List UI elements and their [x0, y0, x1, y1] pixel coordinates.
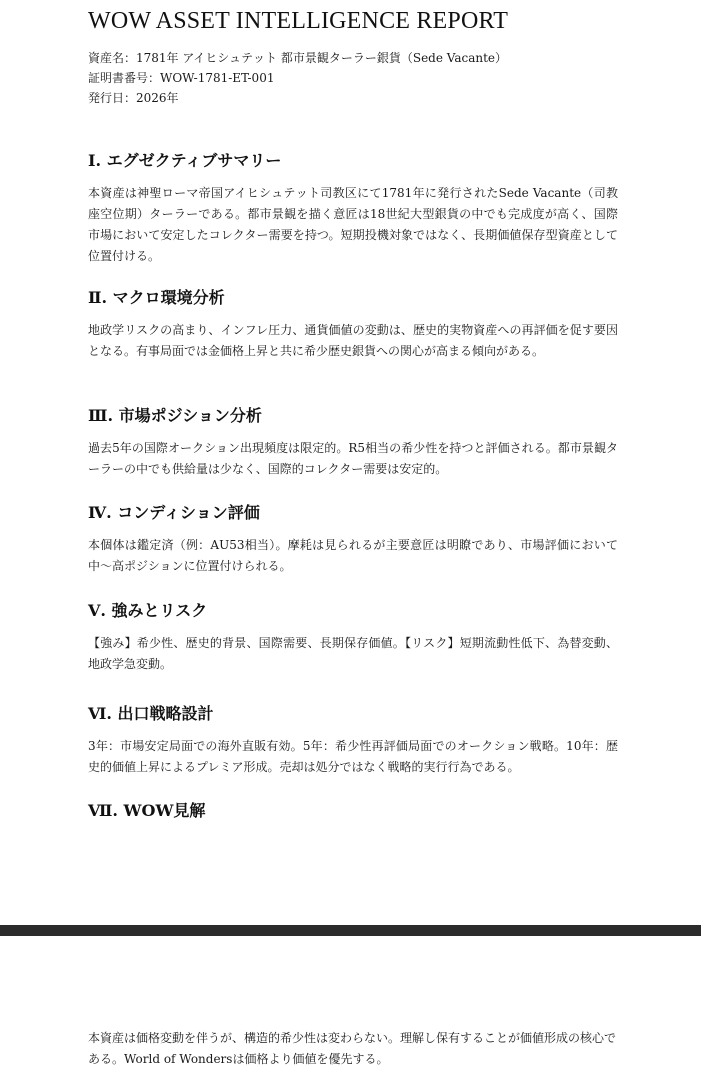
section-heading: Ⅳ. コンディション評価 — [88, 503, 260, 522]
section-heading: Ⅴ. 強みとリスク — [88, 601, 208, 620]
page-break-divider — [0, 925, 701, 936]
report-title: WOW ASSET INTELLIGENCE REPORT — [88, 8, 509, 34]
report-meta — [88, 48, 507, 108]
closing-statement: 本資産は価格変動を伴うが、構造的希少性は変わらない。理解し保有することが価値形成の核心である。World of Wondersは価格より価値を優先する。 — [88, 1031, 617, 1066]
section-heading: Ⅲ. 市場ポジション分析 — [88, 406, 262, 425]
section-heading: Ⅵ. 出口戦略設計 — [88, 704, 214, 723]
section-body: 地政学リスクの高まり、インフレ圧力、通貨価値の変動は、歴史的実物資産への再評価を促す要因となる。有事局面では金価格上昇と共に希少歴史銀貨への関心が高まる傾向がある。 — [88, 323, 618, 358]
section-body: 本個体は鑑定済（例：AU53相当）。摩耗は見られるが主要意匠は明瞭であり、市場評価において中〜高ポジションに位置付けられる。 — [88, 538, 618, 573]
section-body: 本資産は神聖ローマ帝国アイヒシュテット司教区にて1781年に発行されたSede Vacante（司教座空位期）ターラーである。都市景観を描く意匠は18世紀大型銀貨の中でも完成度が高く、国際市場において安定したコレクター需要を持つ。短期投機対象ではなく、長期価値保存型資産として位置付ける。 — [88, 186, 618, 263]
issue-date: 発行日：2026年 — [88, 91, 179, 105]
section-heading: Ⅰ. エグゼクティブサマリー — [88, 151, 282, 170]
section-heading: Ⅶ. WOW見解 — [88, 801, 206, 820]
section-executive-summary — [88, 148, 618, 267]
section-body: 3年：市場安定局面での海外直販有効。5年：希少性再評価局面でのオークション戦略。10年：歴史的価値上昇によるプレミア形成。売却は処分ではなく戦略的実行行為である。 — [88, 739, 618, 774]
section-strengths-risks — [88, 598, 618, 675]
section-macro-analysis — [88, 285, 618, 362]
section-body: 【強み】希少性、歴史的背景、国際需要、長期保存価値。【リスク】短期流動性低下、為替変動、地政学急変動。 — [88, 636, 618, 671]
certificate-number: 証明書番号：WOW-1781-ET-001 — [88, 71, 275, 85]
section-exit-strategy — [88, 701, 618, 778]
report-page-2 — [0, 936, 701, 1080]
section-wow-view — [88, 798, 618, 833]
section-condition — [88, 500, 618, 577]
section-market-position — [88, 403, 618, 480]
asset-name: 資産名：1781年 アイヒシュテット 都市景観ターラー銀貨（Sede Vacante） — [88, 51, 508, 65]
section-body: 過去5年の国際オークション出現頻度は限定的。R5相当の希少性を持つと評価される。都市景観ターラーの中でも供給量は少なく、国際的コレクター需要は安定的。 — [88, 441, 618, 476]
section-heading: Ⅱ. マクロ環境分析 — [88, 288, 225, 307]
